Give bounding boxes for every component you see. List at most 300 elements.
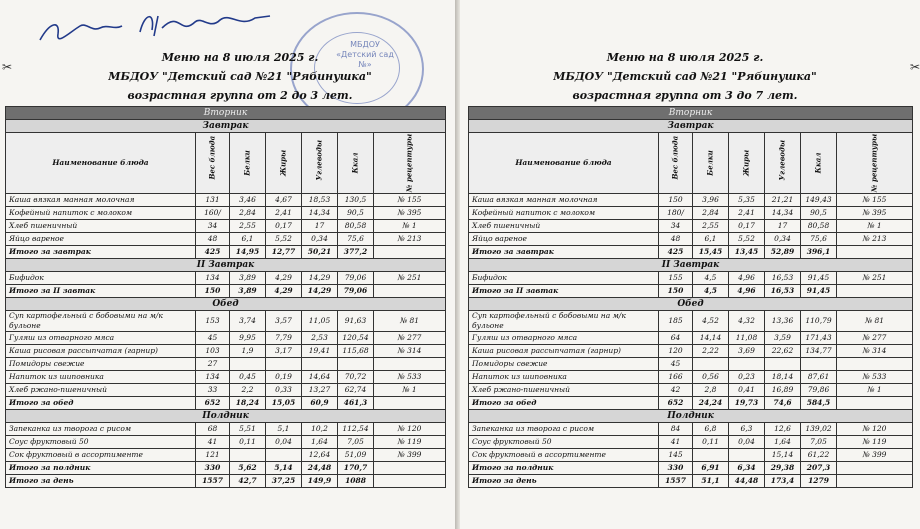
dish-name: Каша вязкая манная молочная [6, 194, 196, 207]
table-cell [374, 475, 446, 488]
table-cell: 3,46 [230, 194, 266, 207]
table-cell: 3,89 [230, 285, 266, 298]
column-header [659, 133, 693, 194]
table-cell: 180/ [659, 207, 693, 220]
dish-name: Итого за день [6, 475, 196, 488]
table-cell: 6,3 [729, 423, 765, 436]
table-cell: 37,25 [266, 475, 302, 488]
meal-total-row [6, 462, 446, 475]
meal-section-row-label: Обед [6, 298, 446, 311]
table-cell: 121 [196, 449, 230, 462]
table-cell: 68 [196, 423, 230, 436]
table-row [6, 423, 446, 436]
table-cell: 150 [196, 285, 230, 298]
table-cell: 134 [196, 371, 230, 384]
table-cell: 42,7 [230, 475, 266, 488]
table-cell: № 277 [374, 332, 446, 345]
table-cell: 19,73 [729, 397, 765, 410]
column-header-label: Белки [705, 150, 715, 176]
menu-title: Меню на 8 июля 2025 г. [606, 51, 764, 64]
table-row [469, 194, 913, 207]
table-cell: 3,69 [729, 345, 765, 358]
table-row [6, 233, 446, 246]
table-cell: 51,1 [693, 475, 729, 488]
table-cell: 14,34 [302, 207, 338, 220]
table-cell: № 119 [374, 436, 446, 449]
table-cell: 150 [659, 285, 693, 298]
table-cell: 3,57 [266, 311, 302, 332]
table-row [469, 272, 913, 285]
table-cell: № 1 [374, 220, 446, 233]
table-cell: 377,2 [338, 246, 374, 259]
table-cell: 130,5 [338, 194, 374, 207]
table-cell: 16,53 [765, 285, 801, 298]
table-cell: 2,55 [230, 220, 266, 233]
meal-total-row [469, 246, 913, 259]
meal-section-row [469, 120, 913, 133]
meal-total-row [6, 246, 446, 259]
table-cell [374, 246, 446, 259]
dish-name: Помидоры свежие [469, 358, 659, 371]
table-cell [837, 475, 913, 488]
table-cell [729, 449, 765, 462]
table-cell: № 213 [837, 233, 913, 246]
table-cell: 185 [659, 311, 693, 332]
column-header: Наименование блюда [6, 133, 196, 194]
table-cell: 4,5 [693, 285, 729, 298]
table-cell: 91,45 [801, 285, 837, 298]
dish-name: Итого за II завтак [6, 285, 196, 298]
column-header-label: Ккал [813, 152, 823, 174]
table-cell: 0,23 [729, 371, 765, 384]
table-cell: № 1 [837, 220, 913, 233]
table-cell: 1557 [659, 475, 693, 488]
table-cell: № 314 [374, 345, 446, 358]
dish-name: Суп картофельный с бобовыми на м/к бульоне [6, 311, 196, 332]
table-row [6, 332, 446, 345]
table-cell: 75,6 [801, 233, 837, 246]
table-cell: 1,64 [765, 436, 801, 449]
table-cell: 7,05 [801, 436, 837, 449]
table-row [469, 449, 913, 462]
table-cell: 2,8 [693, 384, 729, 397]
table-cell [230, 358, 266, 371]
dish-name: Гуляш из отварного мяса [469, 332, 659, 345]
table-cell: 166 [659, 371, 693, 384]
institution-name: МБДОУ "Детский сад №21 "Рябинушка" [108, 70, 372, 83]
column-header [302, 133, 338, 194]
table-row [469, 332, 913, 345]
column-header-label: Вес блюда [670, 135, 680, 180]
dish-name: Каша рисовая рассыпчатая (гарнир) [6, 345, 196, 358]
dish-name: Соус фруктовый 50 [469, 436, 659, 449]
table-cell: 112,54 [338, 423, 374, 436]
table-cell [230, 449, 266, 462]
column-header-label: № рецептуры [404, 133, 414, 193]
table-cell: 19,41 [302, 345, 338, 358]
column-header [374, 133, 446, 194]
dish-name: Каша вязкая манная молочная [469, 194, 659, 207]
table-cell: 0,17 [266, 220, 302, 233]
table-cell: 79,86 [801, 384, 837, 397]
table-cell: 7,05 [338, 436, 374, 449]
table-cell: № 314 [837, 345, 913, 358]
table-cell: № 120 [374, 423, 446, 436]
table-cell: № 1 [837, 384, 913, 397]
table-cell: 1,9 [230, 345, 266, 358]
table-cell: 5,62 [230, 462, 266, 475]
table-cell [693, 358, 729, 371]
day-of-week-row [6, 107, 446, 120]
table-cell: № 251 [837, 272, 913, 285]
meal-total-row [469, 462, 913, 475]
table-cell: 61,22 [801, 449, 837, 462]
table-cell: 134,77 [801, 345, 837, 358]
table-cell: 2,84 [230, 207, 266, 220]
signature-image [30, 2, 280, 52]
table-cell: 0,56 [693, 371, 729, 384]
table-cell: 0,19 [266, 371, 302, 384]
table-cell: 33 [196, 384, 230, 397]
table-cell: 16,53 [765, 272, 801, 285]
meal-total-row [469, 285, 913, 298]
table-cell: 45 [196, 332, 230, 345]
dish-name: Хлеб ржано-пшеничный [469, 384, 659, 397]
dish-name: Итого за обед [6, 397, 196, 410]
table-cell: 5,35 [729, 194, 765, 207]
table-cell: 5,52 [729, 233, 765, 246]
column-header [196, 133, 230, 194]
table-cell: 149,43 [801, 194, 837, 207]
column-header-label: Вес блюда [207, 135, 217, 180]
dish-name: Бифидок [6, 272, 196, 285]
table-cell: 64 [659, 332, 693, 345]
table-row [6, 207, 446, 220]
table-row [6, 358, 446, 371]
table-cell: 1557 [196, 475, 230, 488]
table-cell: 131 [196, 194, 230, 207]
table-cell: 87,61 [801, 371, 837, 384]
table-cell: № 81 [374, 311, 446, 332]
table-cell: 74,6 [765, 397, 801, 410]
table-cell: 79,06 [338, 272, 374, 285]
menu-sheet-left [0, 0, 455, 529]
table-cell: 425 [196, 246, 230, 259]
table-cell: 2,41 [729, 207, 765, 220]
table-cell: № 533 [374, 371, 446, 384]
table-cell: 7,79 [266, 332, 302, 345]
dish-name: Яйцо вареное [6, 233, 196, 246]
table-cell: 14,29 [302, 285, 338, 298]
column-header-label: Ккал [350, 152, 360, 174]
table-cell: № 1 [374, 384, 446, 397]
table-cell: 1088 [338, 475, 374, 488]
table-cell: 14,64 [302, 371, 338, 384]
table-cell: 3,59 [765, 332, 801, 345]
table-cell: 6,8 [693, 423, 729, 436]
table-cell: 4,52 [693, 311, 729, 332]
table-cell: 41 [196, 436, 230, 449]
table-cell: 3,96 [693, 194, 729, 207]
table-row [469, 384, 913, 397]
table-row [469, 358, 913, 371]
table-cell: 11,05 [302, 311, 338, 332]
table-cell: 4,96 [729, 285, 765, 298]
column-header-row [469, 133, 913, 194]
dish-name: Итого за завтрак [6, 246, 196, 259]
column-header [266, 133, 302, 194]
table-cell [837, 246, 913, 259]
table-cell: 153 [196, 311, 230, 332]
table-cell [374, 285, 446, 298]
table-row [6, 436, 446, 449]
table-cell: 17 [302, 220, 338, 233]
table-cell: 60,9 [302, 397, 338, 410]
table-cell [693, 449, 729, 462]
column-header-label: № рецептуры [869, 133, 879, 193]
table-cell: 91,63 [338, 311, 374, 332]
table-cell: 29,38 [765, 462, 801, 475]
dish-name: Гуляш из отварного мяса [6, 332, 196, 345]
dish-name: Напиток из шиповника [469, 371, 659, 384]
table-cell: 5,52 [266, 233, 302, 246]
meal-section-row-label: II Завтрак [469, 259, 913, 272]
table-row [469, 371, 913, 384]
column-header-label: Углеводы [314, 140, 324, 181]
table-cell: 2,53 [302, 332, 338, 345]
table-cell [729, 358, 765, 371]
day-of-week-row-label: Вторник [469, 107, 913, 120]
table-cell [338, 358, 374, 371]
meal-section-row [469, 410, 913, 423]
dish-name: Кофейный напиток с молоком [469, 207, 659, 220]
table-cell: 90,5 [338, 207, 374, 220]
table-cell: 160/ [196, 207, 230, 220]
table-row [469, 423, 913, 436]
table-cell: 27 [196, 358, 230, 371]
table-cell: 3,17 [266, 345, 302, 358]
table-cell: 2,41 [266, 207, 302, 220]
table-cell [302, 358, 338, 371]
table-cell: 41 [659, 436, 693, 449]
column-header-label: Углеводы [777, 140, 787, 181]
column-header [338, 133, 374, 194]
table-cell [374, 462, 446, 475]
meal-section-row-label: Завтрак [469, 120, 913, 133]
dish-name: Итого за II завтак [469, 285, 659, 298]
table-cell: 12,6 [765, 423, 801, 436]
table-cell: 12,77 [266, 246, 302, 259]
table-cell: 48 [196, 233, 230, 246]
table-cell: 4,96 [729, 272, 765, 285]
table-cell: № 399 [374, 449, 446, 462]
column-header [837, 133, 913, 194]
institution-name: МБДОУ "Детский сад №21 "Рябинушка" [553, 70, 817, 83]
table-cell: 2,2 [230, 384, 266, 397]
table-cell: 12,64 [302, 449, 338, 462]
table-cell: 171,43 [801, 332, 837, 345]
table-cell: № 395 [837, 207, 913, 220]
table-cell: 11,08 [729, 332, 765, 345]
table-cell: 6,34 [729, 462, 765, 475]
meal-section-row [6, 298, 446, 311]
table-cell: 48 [659, 233, 693, 246]
table-cell: 150 [659, 194, 693, 207]
age-group: возрастная группа от 3 до 7 лет. [572, 89, 798, 102]
dish-name: Итого за завтрак [469, 246, 659, 259]
table-cell: № 251 [374, 272, 446, 285]
meal-total-row [6, 397, 446, 410]
table-cell: 0,11 [693, 436, 729, 449]
dish-name: Суп картофельный с бобовыми на м/к бульоне [469, 311, 659, 332]
table-cell: 330 [659, 462, 693, 475]
dish-name: Итого за обед [469, 397, 659, 410]
table-cell: 34 [196, 220, 230, 233]
day-total-row [469, 475, 913, 488]
meal-total-row [6, 285, 446, 298]
meal-section-row-label: Обед [469, 298, 913, 311]
day-of-week-row [469, 107, 913, 120]
table-cell [837, 462, 913, 475]
table-cell: 0,34 [302, 233, 338, 246]
dish-name: Хлеб пшеничный [6, 220, 196, 233]
table-cell: 6,91 [693, 462, 729, 475]
header-right [520, 48, 850, 105]
table-cell: 5,51 [230, 423, 266, 436]
table-cell: 139,02 [801, 423, 837, 436]
table-cell: 21,21 [765, 194, 801, 207]
meal-section-row [6, 259, 446, 272]
column-header [729, 133, 765, 194]
table-cell: 0,45 [230, 371, 266, 384]
column-header [693, 133, 729, 194]
table-cell: 425 [659, 246, 693, 259]
table-cell: 62,74 [338, 384, 374, 397]
table-row [469, 233, 913, 246]
table-cell: 1279 [801, 475, 837, 488]
table-cell: 0,34 [765, 233, 801, 246]
dish-name: Итого за полдник [469, 462, 659, 475]
table-cell: 5,14 [266, 462, 302, 475]
table-cell: 6,1 [693, 233, 729, 246]
table-cell [374, 397, 446, 410]
table-cell: 110,79 [801, 311, 837, 332]
table-cell: 0,41 [729, 384, 765, 397]
table-cell: 3,89 [230, 272, 266, 285]
table-cell: 207,3 [801, 462, 837, 475]
dish-name: Запеканка из творога с рисом [469, 423, 659, 436]
meal-section-row [6, 410, 446, 423]
table-cell: 120 [659, 345, 693, 358]
table-cell [374, 358, 446, 371]
dish-name: Бифидок [469, 272, 659, 285]
table-cell: 91,45 [801, 272, 837, 285]
table-cell [266, 358, 302, 371]
table-cell: 84 [659, 423, 693, 436]
column-header [801, 133, 837, 194]
table-cell: 4,29 [266, 272, 302, 285]
table-cell: 120,54 [338, 332, 374, 345]
table-row [469, 436, 913, 449]
table-cell: 173,4 [765, 475, 801, 488]
table-cell: 15,05 [266, 397, 302, 410]
day-of-week-row-label: Вторник [6, 107, 446, 120]
table-cell: № 277 [837, 332, 913, 345]
table-cell: 15,45 [693, 246, 729, 259]
scissors-icon: ✂ [910, 60, 920, 74]
table-cell: 44,48 [729, 475, 765, 488]
table-cell: 15,14 [765, 449, 801, 462]
table-row [6, 311, 446, 332]
table-cell: 13,27 [302, 384, 338, 397]
dish-name: Напиток из шиповника [6, 371, 196, 384]
table-cell: 149,9 [302, 475, 338, 488]
meal-section-row-label: Завтрак [6, 120, 446, 133]
table-cell: 22,62 [765, 345, 801, 358]
table-cell: № 155 [837, 194, 913, 207]
table-cell: 115,68 [338, 345, 374, 358]
column-header: Наименование блюда [469, 133, 659, 194]
table-cell: 14,29 [302, 272, 338, 285]
dish-name: Соус фруктовый 50 [6, 436, 196, 449]
table-cell: 18,14 [765, 371, 801, 384]
table-row [6, 384, 446, 397]
table-row [469, 345, 913, 358]
dish-name: Итого за день [469, 475, 659, 488]
table-cell: 396,1 [801, 246, 837, 259]
menu-sheet-right [460, 0, 920, 529]
table-cell: 2,22 [693, 345, 729, 358]
table-cell: 461,3 [338, 397, 374, 410]
table-cell: 4,29 [266, 285, 302, 298]
table-cell: 0,17 [729, 220, 765, 233]
table-cell: 103 [196, 345, 230, 358]
dish-name: Сок фруктовый в ассортименте [469, 449, 659, 462]
table-cell: № 120 [837, 423, 913, 436]
table-cell: 90,5 [801, 207, 837, 220]
table-cell: 14,95 [230, 246, 266, 259]
dish-name: Кофейный напиток с молоком [6, 207, 196, 220]
table-cell: № 395 [374, 207, 446, 220]
dish-name: Яйцо вареное [469, 233, 659, 246]
dish-name: Помидоры свежие [6, 358, 196, 371]
table-cell: 13,36 [765, 311, 801, 332]
dish-name: Хлеб ржано-пшеничный [6, 384, 196, 397]
table-cell: 4,5 [693, 272, 729, 285]
meal-section-row [469, 259, 913, 272]
table-cell: 4,32 [729, 311, 765, 332]
table-cell: 0,11 [230, 436, 266, 449]
table-cell [801, 358, 837, 371]
day-total-row [6, 475, 446, 488]
table-cell: 2,55 [693, 220, 729, 233]
header-left [90, 48, 390, 105]
table-row [6, 449, 446, 462]
menu-table-right [468, 106, 913, 488]
table-cell: 52,89 [765, 246, 801, 259]
table-cell: 5,1 [266, 423, 302, 436]
table-cell: 18,53 [302, 194, 338, 207]
table-cell [837, 358, 913, 371]
table-row [6, 345, 446, 358]
table-cell [837, 285, 913, 298]
stamp-text: МБДОУ «Детский сад №» [336, 40, 394, 69]
table-cell: 6,1 [230, 233, 266, 246]
table-cell: 17 [765, 220, 801, 233]
table-cell: № 533 [837, 371, 913, 384]
meal-section-row [6, 120, 446, 133]
column-header-label: Жиры [741, 149, 751, 177]
